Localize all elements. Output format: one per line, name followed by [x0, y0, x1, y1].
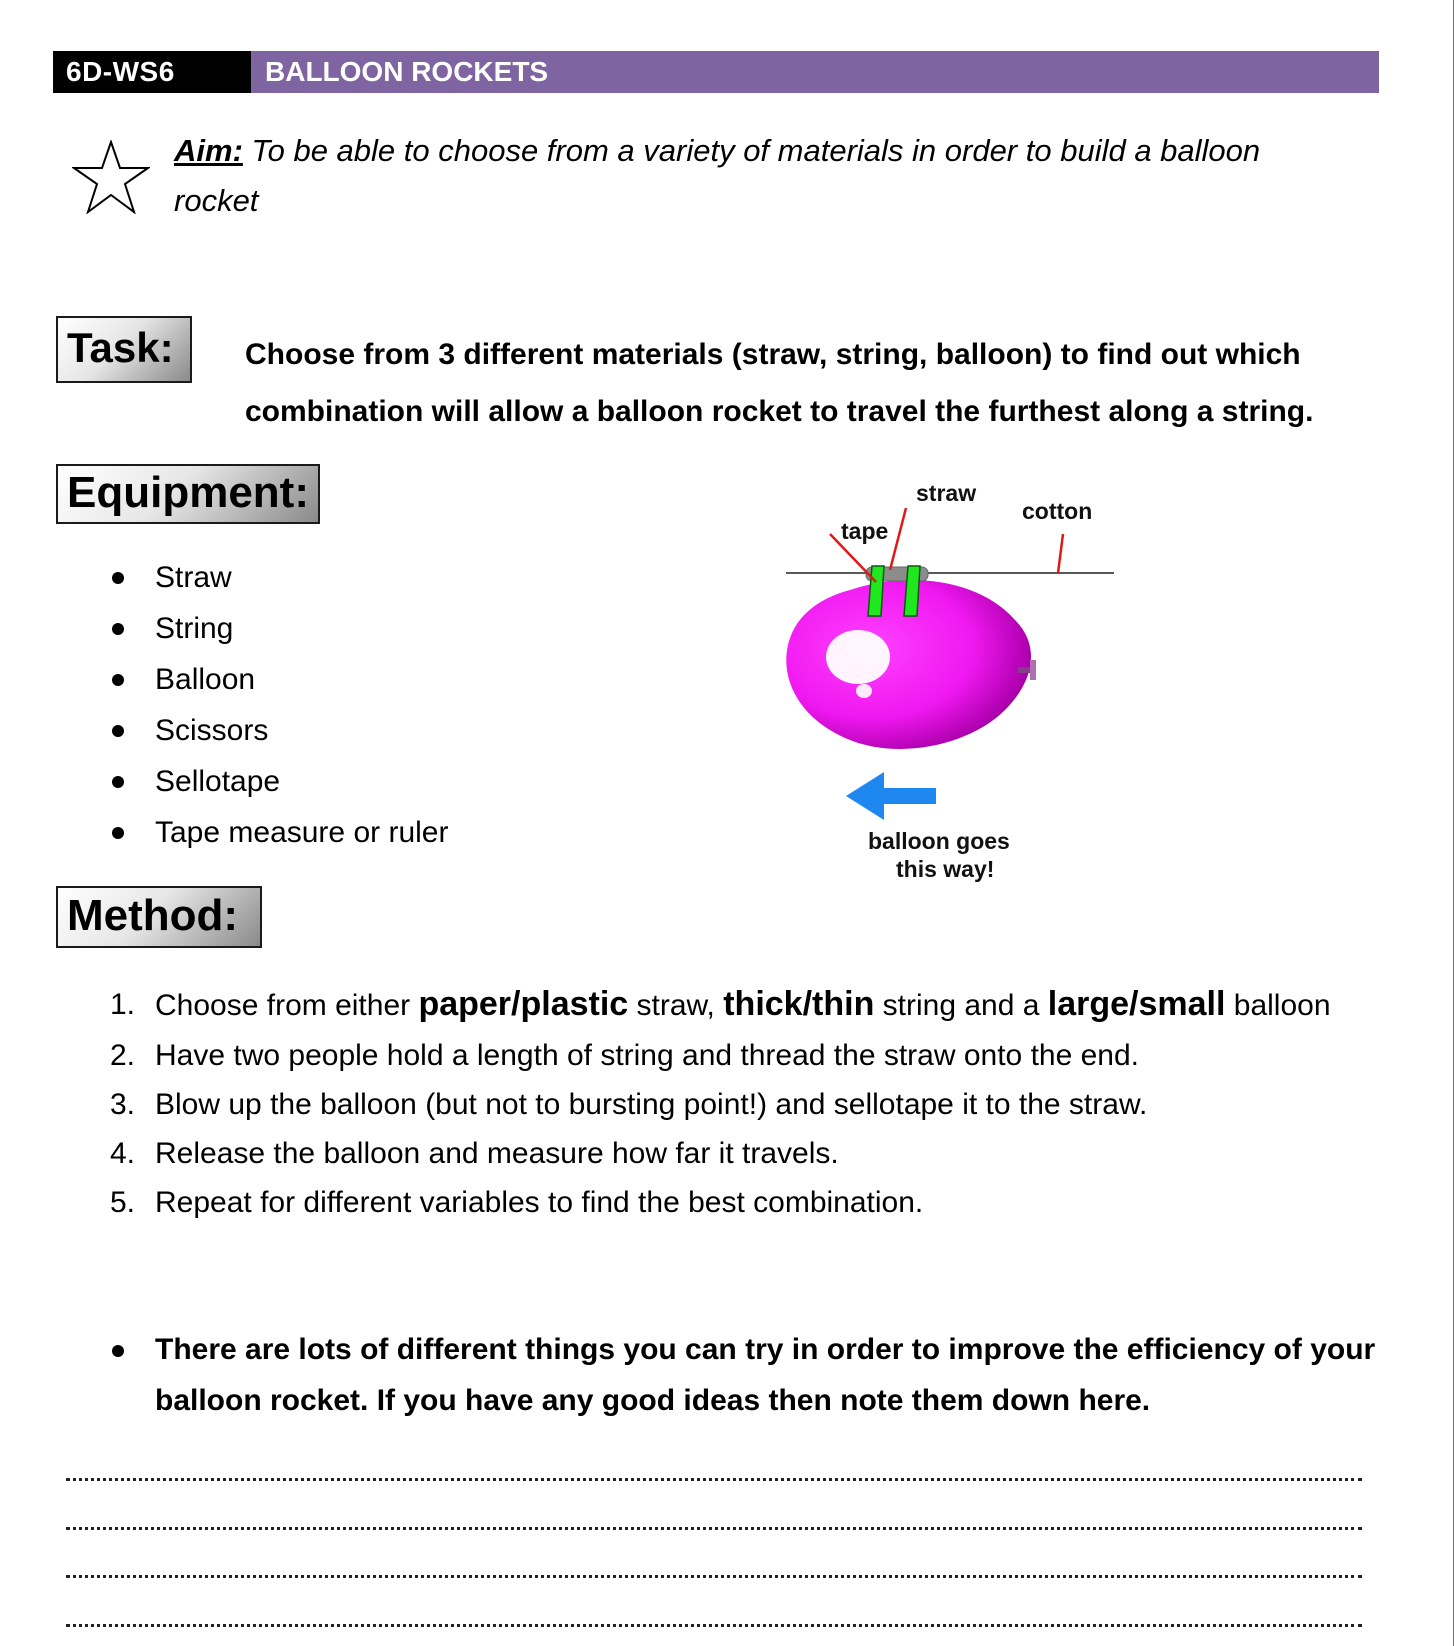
- bullet-icon: [112, 623, 124, 635]
- equipment-item-label: Tape measure or ruler: [155, 816, 449, 849]
- step-number: 3.: [110, 1088, 136, 1121]
- method-heading: Method:: [56, 886, 262, 948]
- diagram-drawing: [780, 470, 1130, 890]
- bullet-icon: [112, 674, 124, 686]
- bullet-icon: [112, 827, 124, 839]
- step-text: Repeat for different variables to find the best combination.: [155, 1186, 924, 1219]
- step-text: Release the balloon and measure how far it travels.: [155, 1137, 839, 1170]
- step-number: 4.: [110, 1137, 136, 1170]
- left-arrow-icon: [846, 772, 936, 820]
- step-text: Have two people hold a length of string and thread the straw onto the end.: [155, 1039, 1139, 1072]
- step-option-string: thick/thin: [723, 985, 875, 1023]
- bullet-icon: [112, 572, 124, 584]
- answer-line[interactable]: [66, 1575, 1362, 1578]
- equipment-item: [110, 756, 448, 807]
- worksheet-title: BALLOON ROCKETS: [251, 51, 1379, 93]
- step-option-balloon: large/small: [1047, 985, 1226, 1023]
- method-steps: [110, 980, 1360, 1227]
- equipment-item-label: Balloon: [155, 663, 256, 696]
- step-text: Choose from either: [155, 989, 419, 1022]
- step-number: 1.: [110, 988, 136, 1021]
- step-number: 5.: [110, 1186, 136, 1219]
- straw-pointer: [890, 508, 906, 570]
- diagram-label-tape: tape: [841, 518, 889, 544]
- task-heading: Task:: [56, 316, 192, 383]
- star-outline-icon: [72, 140, 150, 214]
- answer-line[interactable]: [66, 1624, 1362, 1627]
- method-step: [110, 980, 1360, 1030]
- equipment-list: [110, 552, 448, 858]
- ideas-note: [110, 1324, 1415, 1426]
- step-text: Blow up the balloon (but not to bursting point!) and sellotape it to the straw.: [155, 1088, 1148, 1121]
- answer-line[interactable]: [66, 1478, 1362, 1481]
- method-step: [110, 1031, 1360, 1080]
- method-step: [110, 1080, 1360, 1129]
- step-option-straw: paper/plastic: [418, 985, 629, 1023]
- equipment-item-label: String: [155, 612, 234, 645]
- diagram-label-direction-2: this way!: [896, 856, 995, 882]
- method-step: [110, 1129, 1360, 1178]
- step-text: balloon: [1225, 989, 1331, 1022]
- worksheet-header: [53, 51, 1379, 93]
- equipment-item: [110, 654, 448, 705]
- ideas-note-text: There are lots of different things you can try in order to improve the efficiency of your balloon rocket. If you have any good ideas then note them down here.: [155, 1333, 1376, 1417]
- diagram-label-direction-1: balloon goes: [868, 828, 1010, 854]
- equipment-item: [110, 705, 448, 756]
- bullet-icon: [112, 776, 124, 788]
- diagram-label-straw: straw: [916, 480, 977, 506]
- aim-statement: [174, 126, 1324, 226]
- step-text: string and a: [874, 989, 1048, 1022]
- equipment-item: [110, 603, 448, 654]
- equipment-item-label: Sellotape: [155, 765, 281, 798]
- step-number: 2.: [110, 1039, 136, 1072]
- bullet-icon: [112, 725, 124, 737]
- answer-line[interactable]: [66, 1527, 1362, 1530]
- diagram-label-cotton: cotton: [1022, 498, 1093, 524]
- equipment-item-label: Scissors: [155, 714, 269, 747]
- equipment-item: [110, 807, 448, 858]
- step-text: straw,: [628, 989, 724, 1022]
- worksheet-code: 6D-WS6: [53, 51, 251, 93]
- task-text: Choose from 3 different materials (straw, string, balloon) to find out which combination will allow a balloon rocket to travel the furthest along a string.: [245, 338, 1314, 428]
- aim-label: Aim:: [174, 133, 243, 168]
- cotton-pointer: [1058, 534, 1063, 573]
- aim-text: To be able to choose from a variety of materials in order to build a balloon rocket: [174, 133, 1261, 218]
- bullet-icon: [112, 1345, 124, 1357]
- method-step: [110, 1178, 1360, 1227]
- equipment-item-label: Straw: [155, 561, 232, 594]
- equipment-item: [110, 552, 448, 603]
- equipment-heading: Equipment:: [56, 464, 320, 524]
- balloon-rocket-diagram: [780, 470, 1130, 890]
